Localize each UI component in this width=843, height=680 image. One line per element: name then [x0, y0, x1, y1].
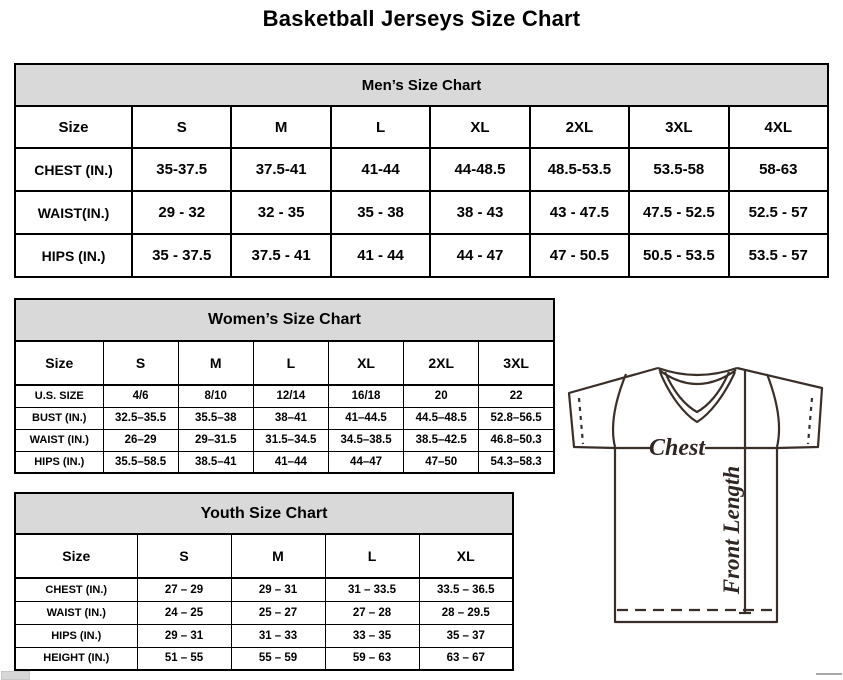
size-value-cell: 41-44 [331, 148, 430, 191]
size-value-cell: 33.5 – 36.5 [419, 578, 513, 601]
size-value-cell: 52.8–56.5 [479, 407, 554, 429]
size-value-cell: 54.3–58.3 [479, 451, 554, 473]
size-value-cell: 43 - 47.5 [530, 191, 629, 234]
size-value-cell: 38.5–41 [178, 451, 253, 473]
women-column-header: 2XL [404, 341, 479, 385]
size-value-cell: 53.5 - 57 [729, 234, 828, 277]
size-value-cell: 28 – 29.5 [419, 601, 513, 624]
size-value-cell: 35 – 37 [419, 624, 513, 647]
row-label: WAIST (IN.) [15, 601, 137, 624]
row-label: U.S. SIZE [15, 385, 103, 407]
front-length-label: Front Length [719, 465, 744, 595]
youth-size-chart-section [14, 492, 514, 670]
youth-column-header: XL [419, 534, 513, 578]
size-value-cell: 35 - 37.5 [132, 234, 231, 277]
size-value-cell: 41–44.5 [328, 407, 403, 429]
size-value-cell: 35 - 38 [331, 191, 430, 234]
women-column-header: Size [15, 341, 103, 385]
jersey-measurement-diagram [556, 360, 836, 628]
men-column-header: 3XL [629, 106, 728, 148]
size-value-cell: 29 - 32 [132, 191, 231, 234]
women-table-row [15, 385, 554, 407]
youth-table-row [15, 624, 513, 647]
size-value-cell: 32.5–35.5 [103, 407, 178, 429]
size-value-cell: 46.8–50.3 [479, 429, 554, 451]
size-value-cell: 38–41 [253, 407, 328, 429]
size-value-cell: 37.5 - 41 [231, 234, 330, 277]
size-value-cell: 48.5-53.5 [530, 148, 629, 191]
men-column-header: 2XL [530, 106, 629, 148]
men-table-row [15, 148, 828, 191]
size-value-cell: 22 [479, 385, 554, 407]
size-value-cell: 37.5-41 [231, 148, 330, 191]
vneck-outer [660, 372, 735, 422]
youth-table-row [15, 578, 513, 601]
women-column-header: L [253, 341, 328, 385]
size-value-cell: 25 – 27 [231, 601, 325, 624]
women-column-header: M [178, 341, 253, 385]
cuff-dash-right [808, 398, 812, 444]
size-value-cell: 52.5 - 57 [729, 191, 828, 234]
size-value-cell: 58-63 [729, 148, 828, 191]
size-value-cell: 33 – 35 [325, 624, 419, 647]
size-value-cell: 44-48.5 [430, 148, 529, 191]
youth-column-header: L [325, 534, 419, 578]
womens-size-table [14, 298, 555, 474]
horizontal-scrollbar-fragment[interactable] [816, 673, 842, 675]
size-value-cell: 32 - 35 [231, 191, 330, 234]
row-label: WAIST (IN.) [15, 429, 103, 451]
size-value-cell: 47–50 [404, 451, 479, 473]
size-value-cell: 41 - 44 [331, 234, 430, 277]
size-value-cell: 59 – 63 [325, 647, 419, 670]
size-value-cell: 27 – 29 [137, 578, 231, 601]
size-value-cell: 29–31.5 [178, 429, 253, 451]
size-value-cell: 31 – 33 [231, 624, 325, 647]
youth-table-title: Youth Size Chart [15, 493, 513, 534]
size-value-cell: 51 – 55 [137, 647, 231, 670]
size-value-cell: 29 – 31 [231, 578, 325, 601]
size-value-cell: 41–44 [253, 451, 328, 473]
size-value-cell: 53.5-58 [629, 148, 728, 191]
size-value-cell: 44.5–48.5 [404, 407, 479, 429]
size-value-cell: 27 – 28 [325, 601, 419, 624]
men-column-header: L [331, 106, 430, 148]
size-value-cell: 47 - 50.5 [530, 234, 629, 277]
size-value-cell: 35.5–38 [178, 407, 253, 429]
womens-size-chart-section [14, 298, 555, 472]
jersey-outline [569, 368, 822, 622]
row-label: HIPS (IN.) [15, 624, 137, 647]
women-column-header: S [103, 341, 178, 385]
men-column-header: XL [430, 106, 529, 148]
size-value-cell: 26–29 [103, 429, 178, 451]
men-column-header: Size [15, 106, 132, 148]
size-value-cell: 31 – 33.5 [325, 578, 419, 601]
men-column-header: M [231, 106, 330, 148]
men-column-header: 4XL [729, 106, 828, 148]
size-value-cell: 44–47 [328, 451, 403, 473]
size-value-cell: 47.5 - 52.5 [629, 191, 728, 234]
men-table-row [15, 234, 828, 277]
size-value-cell: 55 – 59 [231, 647, 325, 670]
women-column-header: 3XL [479, 341, 554, 385]
size-value-cell: 38.5–42.5 [404, 429, 479, 451]
women-table-title: Women’s Size Chart [15, 299, 554, 341]
chest-label: Chest [648, 435, 706, 461]
size-value-cell: 12/14 [253, 385, 328, 407]
row-label: WAIST(IN.) [15, 191, 132, 234]
page-title: Basketball Jerseys Size Chart [262, 6, 581, 31]
youth-column-header: Size [15, 534, 137, 578]
size-value-cell: 50.5 - 53.5 [629, 234, 728, 277]
row-label: HIPS (IN.) [15, 234, 132, 277]
size-value-cell: 31.5–34.5 [253, 429, 328, 451]
row-label: BUST (IN.) [15, 407, 103, 429]
size-value-cell: 34.5–38.5 [328, 429, 403, 451]
youth-size-table [14, 492, 514, 671]
men-table-title: Men’s Size Chart [15, 64, 828, 106]
youth-table-row [15, 601, 513, 624]
size-value-cell: 35.5–58.5 [103, 451, 178, 473]
row-label: CHEST (IN.) [15, 578, 137, 601]
size-value-cell: 63 – 67 [419, 647, 513, 670]
size-value-cell: 20 [404, 385, 479, 407]
size-value-cell: 29 – 31 [137, 624, 231, 647]
mens-size-table [14, 63, 829, 278]
collar-band-top [658, 368, 737, 375]
mens-size-chart-section [14, 63, 829, 276]
youth-column-header: S [137, 534, 231, 578]
women-column-header: XL [328, 341, 403, 385]
men-table-row [15, 191, 828, 234]
youth-column-header: M [231, 534, 325, 578]
size-value-cell: 35-37.5 [132, 148, 231, 191]
size-value-cell: 44 - 47 [430, 234, 529, 277]
size-value-cell: 4/6 [103, 385, 178, 407]
men-column-header: S [132, 106, 231, 148]
women-table-row [15, 451, 554, 473]
armhole-seam-left [613, 374, 626, 447]
armhole-seam-right [767, 374, 779, 447]
row-label: HIPS (IN.) [15, 451, 103, 473]
youth-table-row [15, 647, 513, 670]
women-table-row [15, 407, 554, 429]
row-label: CHEST (IN.) [15, 148, 132, 191]
size-value-cell: 8/10 [178, 385, 253, 407]
women-table-row [15, 429, 554, 451]
size-value-cell: 16/18 [328, 385, 403, 407]
cuff-dash-left [579, 398, 583, 444]
size-value-cell: 38 - 43 [430, 191, 529, 234]
row-label: HEIGHT (IN.) [15, 647, 137, 670]
size-value-cell: 24 – 25 [137, 601, 231, 624]
